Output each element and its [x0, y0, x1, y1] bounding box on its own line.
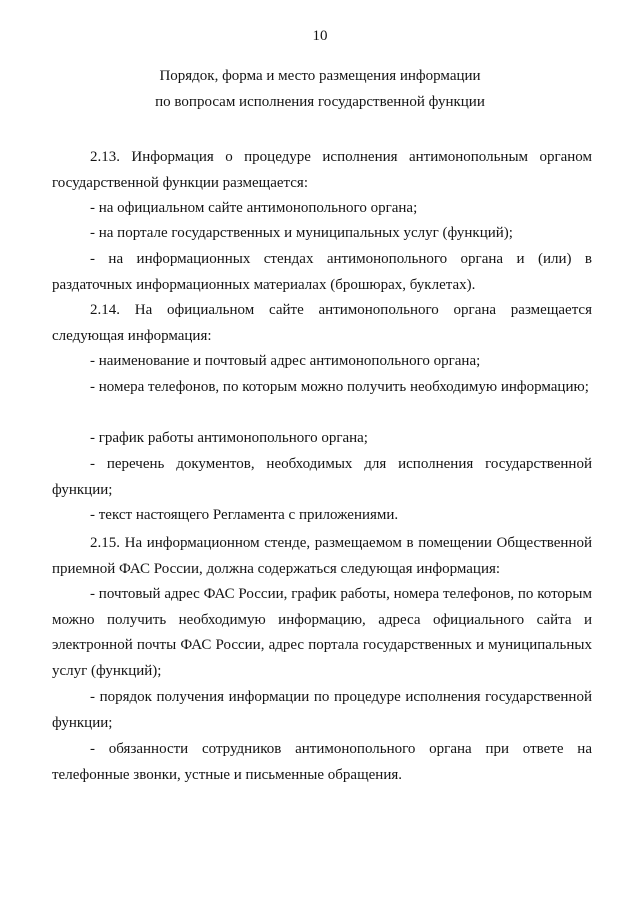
list-item-name-address: - наименование и почтовый адрес антимонопольного органа;: [90, 353, 481, 369]
list-item-regulation-text: - текст настоящего Регламента с приложениями.: [90, 507, 399, 523]
list-item-portal: - на портале государственных и муниципальных услуг (функций);: [90, 225, 513, 241]
list-item-work-schedule: - график работы антимонопольного органа;: [90, 430, 368, 446]
paragraph-2-15: 2.15. На информационном стенде, размещаемом в помещении Общественной приемной ФАС России, должна содержаться следующая информация:: [52, 535, 592, 577]
list-item-official-site: - на официальном сайте антимонопольного органа;: [90, 200, 418, 216]
paragraph-2-14: 2.14. На официальном сайте антимонопольного органа размещается следующая информация:: [52, 302, 592, 344]
list-item-postal-address: - почтовый адрес ФАС России, график работы, номера телефонов, по которым можно получить необходимую информацию, адреса официального сайта и электронной почты ФАС России, адрес портала государственных и муниципальных услуг (функций);: [52, 586, 592, 679]
list-item-staff-duties: - обязанности сотрудников антимонопольного органа при ответе на телефонные звонки, устные и письменные обращения.: [52, 741, 592, 783]
paragraph-2-13: 2.13. Информация о процедуре исполнения антимонопольным органом государственной функции размещается:: [52, 149, 592, 191]
section-heading-line-2: по вопросам исполнения государственной функции: [155, 94, 485, 110]
list-item-info-procedure: - порядок получения информации по процедуре исполнения государственной функции;: [52, 689, 592, 731]
scan-artifact: [14, 884, 114, 886]
page-number: 10: [312, 28, 328, 44]
list-item-phone-numbers: - номера телефонов, по которым можно получить необходимую информацию;: [90, 379, 589, 395]
section-heading-line-1: Порядок, форма и место размещения информации: [159, 68, 481, 84]
list-item-documents: - перечень документов, необходимых для исполнения государственной функции;: [52, 456, 592, 498]
list-item-stands: - на информационных стендах антимонопольного органа и (или) в раздаточных информационных материалах (брошюрах, буклетах).: [52, 251, 592, 293]
